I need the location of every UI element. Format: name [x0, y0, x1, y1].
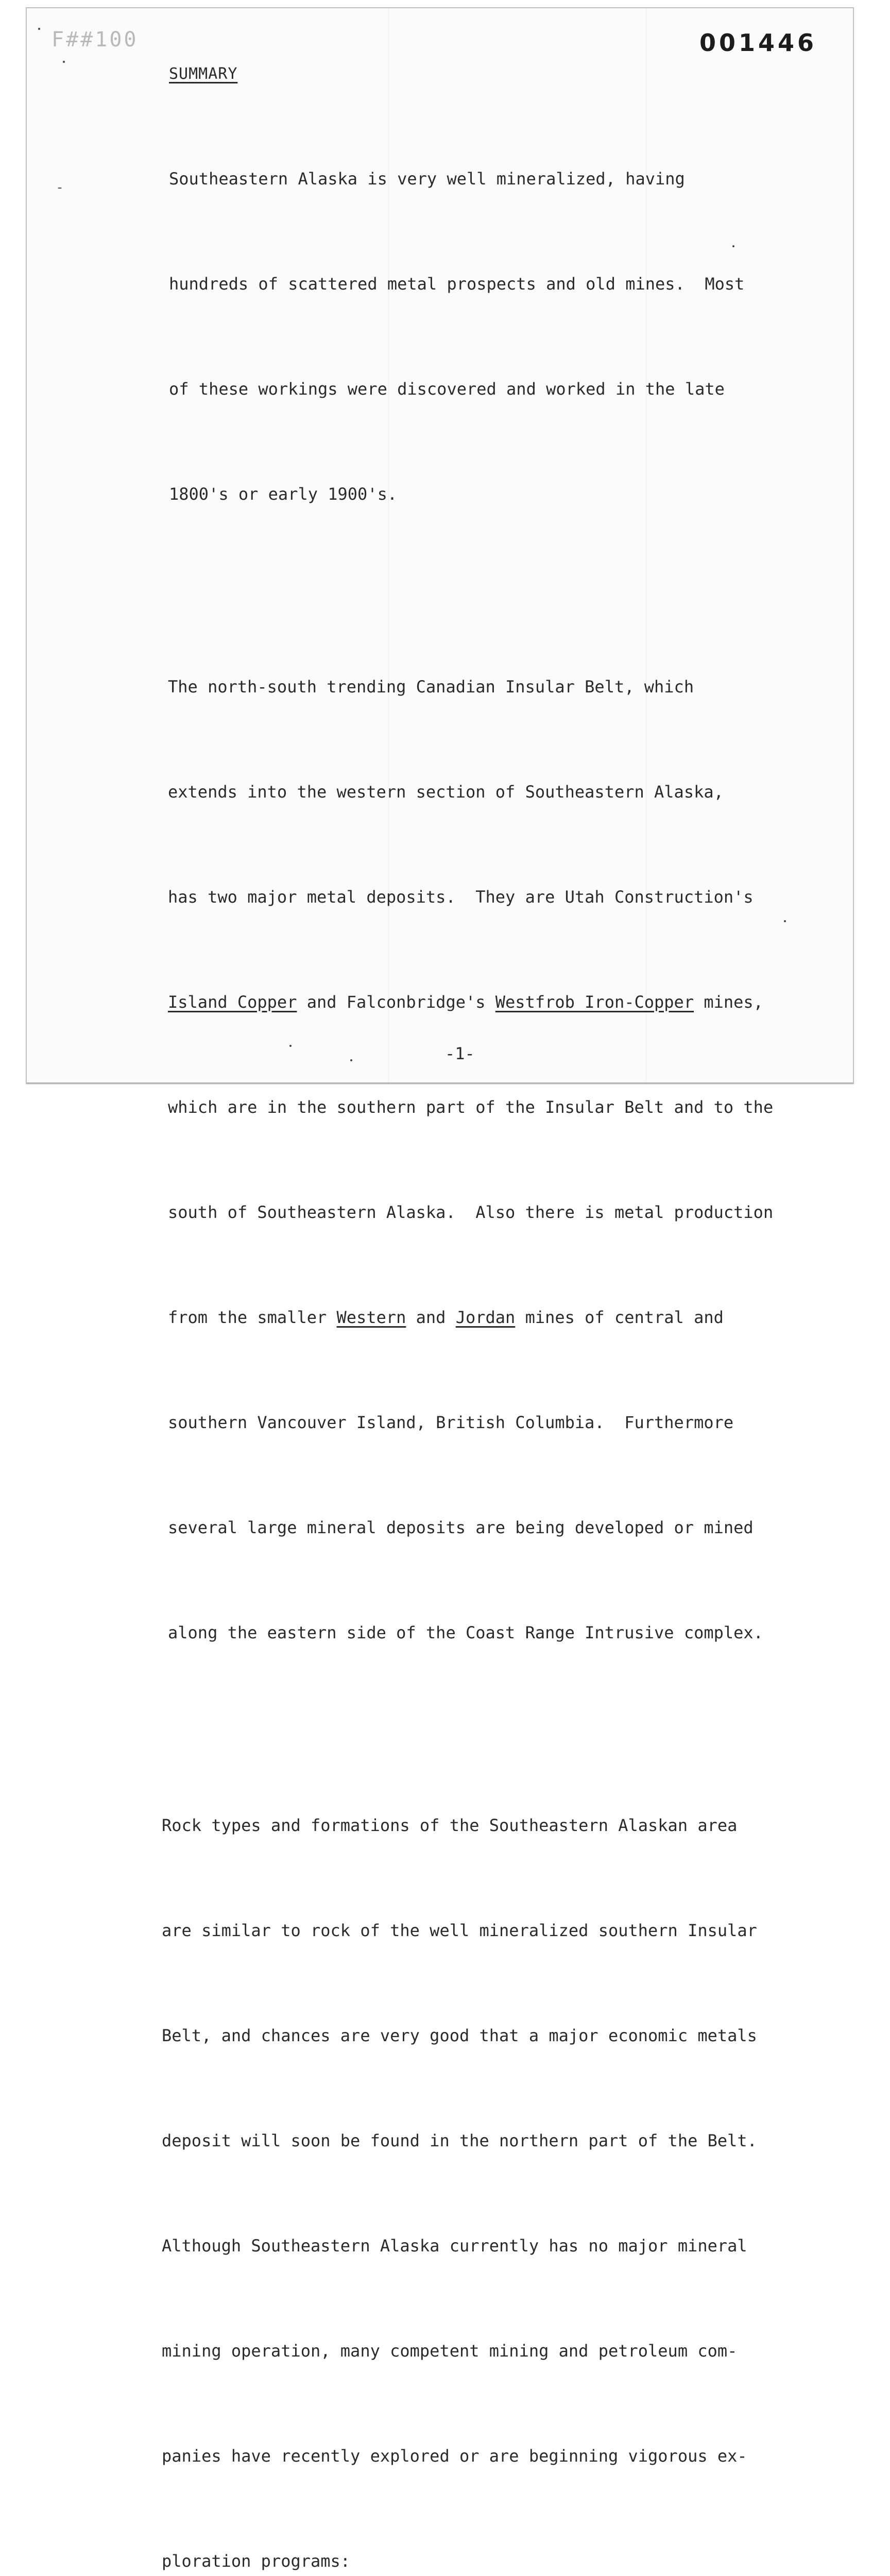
text-line: Southeastern Alaska is very well mineralized, having — [169, 169, 685, 189]
text-line: hundreds of scattered metal prospects and old mines. Most — [169, 274, 745, 294]
speck — [63, 61, 65, 63]
summary-heading: SUMMARY — [169, 65, 238, 83]
paragraph-1 — [169, 91, 830, 582]
text-fragment: and Falconbridge's — [297, 992, 495, 1012]
document-body — [130, 65, 830, 2576]
text-line: southern Vancouver Island, British Columbia. Furthermore — [168, 1413, 734, 1432]
text-line: deposit will soon be found in the northern part of the Belt. — [162, 2131, 757, 2150]
text-line: several large mineral deposits are being developed or mined — [168, 1518, 754, 1537]
speck — [38, 28, 40, 30]
text-line — [168, 1300, 830, 1335]
text-fragment: mines of central and — [515, 1308, 724, 1327]
text-line: panies have recently explored or are beginning vigorous ex- — [162, 2446, 747, 2466]
western-mine: Western — [336, 1308, 406, 1327]
text-line: The north-south trending Canadian Insular Belt, which — [168, 677, 694, 697]
text-line: are similar to rock of the well mineralized southern Insular — [162, 1921, 757, 1940]
document-number: 001446 — [699, 29, 817, 57]
text-line: Rock types and formations of the Southeastern Alaskan area — [162, 1816, 738, 1835]
jordan-mine: Jordan — [455, 1308, 516, 1327]
paragraph-3 — [162, 1738, 830, 2576]
page-number: -1- — [445, 1044, 475, 1063]
text-line: south of Southeastern Alaska. Also there is metal production — [168, 1202, 774, 1222]
paragraph-2 — [168, 599, 830, 1720]
text-line — [168, 985, 830, 1020]
text-line: mining operation, many competent mining and petroleum com- — [162, 2341, 738, 2361]
text-line: Belt, and chances are very good that a major economic metals — [162, 2026, 757, 2045]
text-line: ploration programs: — [162, 2551, 351, 2571]
ghost-stamp: F##100 — [52, 28, 139, 52]
text-fragment: mines, — [694, 992, 763, 1012]
text-line: extends into the western section of Southeastern Alaska, — [168, 782, 724, 802]
westfrob-mine: Westfrob Iron-Copper — [495, 992, 694, 1012]
text-fragment: from the smaller — [168, 1308, 337, 1327]
island-copper-mine: Island Copper — [168, 992, 297, 1012]
speck — [58, 188, 62, 189]
text-line: 1800's or early 1900's. — [169, 484, 398, 504]
document-page — [26, 7, 854, 2571]
text-fragment: and — [406, 1308, 456, 1327]
text-line: has two major metal deposits. They are Utah Construction's — [168, 887, 754, 907]
text-line: of these workings were discovered and worked in the late — [169, 379, 725, 399]
text-line: which are in the southern part of the Insular Belt and to the — [168, 1097, 774, 1117]
text-line: Although Southeastern Alaska currently has no major mineral — [162, 2236, 747, 2256]
text-line: along the eastern side of the Coast Range Intrusive complex. — [168, 1623, 763, 1642]
